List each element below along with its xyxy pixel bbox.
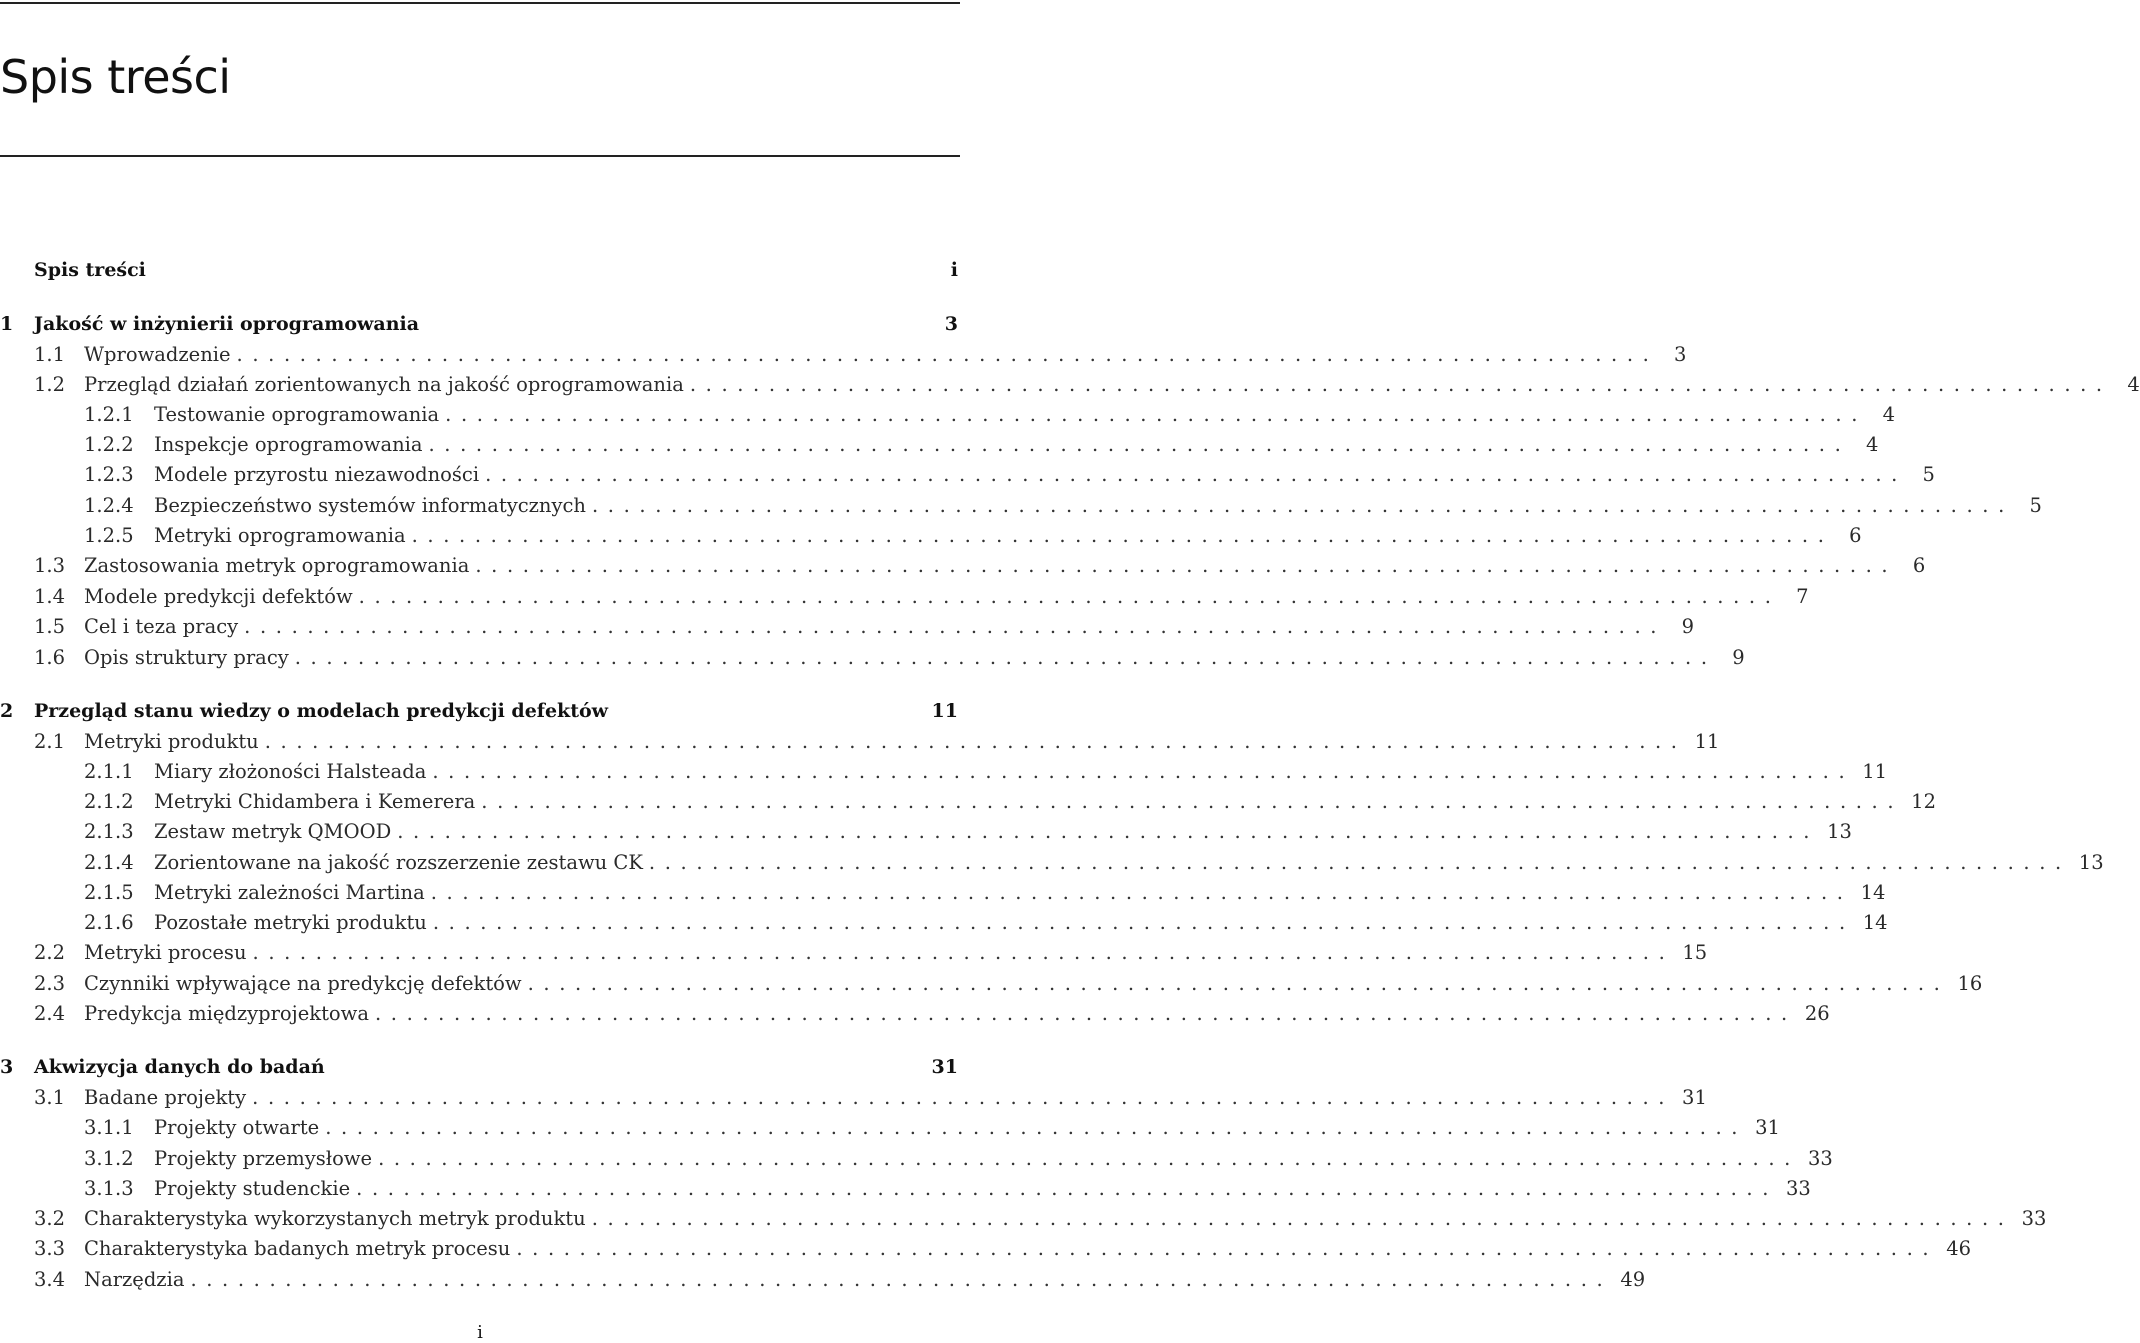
toc-entry[interactable] [0,847,2104,877]
toc-dot-leader: .......................................................................................... [252,940,1675,964]
toc-entry-title: Zestaw metryk QMOOD [154,819,392,843]
toc-entry-number: 2.2 [34,940,66,964]
toc-entry-page: 3 [1674,342,1687,366]
toc-entry-page: 31 [931,1056,958,1078]
toc-entry[interactable] [0,1082,1707,1112]
toc-entry-title: Miary złożoności Halsteada [154,759,427,783]
toc-entry-page: 9 [1732,645,1745,669]
toc-entry-number: 1.1 [34,342,66,366]
toc-entry-number: 1.2.5 [84,523,134,547]
toc-entry[interactable] [0,429,1879,459]
toc-entry-page: 31 [1755,1115,1780,1139]
toc-entry-number: 1.5 [34,614,66,638]
toc-dot-leader: .......................................................................................... [516,1236,1939,1260]
toc-entry-page: 4 [2127,372,2140,396]
toc-entry-number: 3.1.2 [84,1146,134,1170]
toc-entry[interactable] [0,1264,1646,1294]
toc-entry-number: 2 [0,700,14,722]
toc-entry-number: 2.1.2 [84,789,134,813]
toc-dot-leader: .......................................................................................... [475,553,1898,577]
toc-entry-page: 5 [1922,462,1935,486]
toc-entry[interactable] [0,786,1936,816]
toc-dot-leader: .......................................................................................... [481,789,1904,813]
toc-entry-title: Projekty studenckie [154,1176,351,1200]
toc-entry-page: 6 [1912,553,1926,577]
toc-dot-leader: .......................................................................................... [244,614,1667,638]
toc-entry[interactable] [0,998,1830,1028]
toc-dot-leader: .......................................................................................... [397,819,1820,843]
toc-entry-page: 16 [1957,971,1983,995]
toc-entry-number: 3.3 [34,1236,66,1260]
toc-entry-page: 5 [2029,493,2042,517]
toc-entry-page: 33 [1786,1176,1811,1200]
toc-entry-title: Metryki zależności Martina [154,880,425,904]
toc-entry-title: Opis struktury pracy [84,645,289,669]
toc-dot-leader: .......................................................................................... [445,402,1868,426]
toc-entry-page: 11 [1862,759,1888,783]
toc-entry[interactable] [0,642,1745,672]
toc-entry-page: 12 [1911,789,1936,813]
toc-entry[interactable] [0,255,958,285]
toc-dot-leader: .......................................................................................... [236,342,1659,366]
toc-dot-leader: .......................................................................................... [264,729,1687,753]
toc-entry[interactable] [0,369,2140,399]
toc-entry-number: 3.2 [34,1206,66,1230]
toc-entry[interactable] [0,1233,1972,1263]
toc-entry-page: 14 [1862,910,1888,934]
toc-entry-page: i [950,259,958,281]
toc-entry-page: 14 [1860,880,1886,904]
toc-entry-number: 2.1.3 [84,819,134,843]
toc-entry[interactable] [0,309,958,339]
toc-entry-page: 11 [1694,729,1720,753]
toc-entry-title: Przegląd stanu wiedzy o modelach predykcji defektów [34,700,609,722]
toc-entry-page: 26 [1804,1001,1830,1025]
toc-entry-page: 13 [2078,850,2104,874]
toc-entry-page: 6 [1849,523,1862,547]
toc-entry-title: Modele predykcji defektów [84,584,353,608]
toc-entry[interactable] [0,968,1983,998]
toc-dot-leader: .......................................................................................... [252,1085,1675,1109]
toc-entry[interactable] [0,459,1935,489]
toc-entry[interactable] [0,1173,1811,1203]
toc-dot-leader: .......................................................................................... [190,1267,1613,1291]
toc-entry[interactable] [0,490,2042,520]
toc-dot-leader: .......................................................................................... [411,523,1834,547]
toc-entry-number: 2.1.6 [84,910,134,934]
toc-entry-page: 11 [931,700,958,722]
toc-entry-title: Modele przyrostu niezawodności [154,462,480,486]
toc-entry-number: 1.2.1 [84,402,134,426]
page-footer-number: i [477,1322,483,1343]
toc-dot-leader: .......................................................................................... [430,880,1853,904]
toc-entry[interactable] [0,550,1926,580]
toc-dot-leader: .......................................................................................... [592,493,2014,517]
toc-entry[interactable] [0,1203,2047,1233]
toc-entry[interactable] [0,816,1852,846]
toc-entry-title: Metryki produktu [84,729,259,753]
toc-entry[interactable] [0,877,1886,907]
toc-dot-leader: .......................................................................................... [432,910,1855,934]
toc-entry[interactable] [0,907,1888,937]
toc-dot-leader: .......................................................................................... [689,372,2112,396]
toc-entry-number: 1.3 [34,553,66,577]
toc-entry-number: 3.4 [34,1267,66,1291]
toc-entry-number: 1.4 [34,584,66,608]
toc-entry-page: 33 [2021,1206,2047,1230]
toc-entry-number: 2.1.1 [84,759,134,783]
toc-entry-page: 31 [1682,1085,1707,1109]
toc-entry-page: 49 [1620,1267,1646,1291]
toc-entry-title: Przegląd działań zorientowanych na jakość oprogramowania [84,372,684,396]
toc-dot-leader: .......................................................................................... [648,850,2071,874]
top-rule [0,2,960,4]
toc-entry-page: 15 [1682,940,1708,964]
toc-entry-number: 2.1.5 [84,880,134,904]
page-title: Spis treści [0,50,231,104]
toc-entry-title: Testowanie oprogramowania [154,402,440,426]
toc-entry-page: 13 [1827,819,1852,843]
toc-entry-title: Zastosowania metryk oprogramowania [84,553,470,577]
toc-entry-title: Zorientowane na jakość rozszerzenie zestawu CK [154,850,643,874]
toc-entry[interactable] [0,756,1888,786]
toc-dot-leader: .......................................................................................... [374,1001,1797,1025]
toc-entry-title: Akwizycja danych do badań [34,1056,325,1078]
toc-entry-page: 9 [1681,614,1695,638]
toc-entry-title: Metryki Chidambera i Kemerera [154,789,476,813]
toc-entry-number: 1.2.3 [84,462,134,486]
toc-entry-number: 3.1.3 [84,1176,134,1200]
toc-entry[interactable] [0,611,1695,641]
toc-entry-number: 3.1 [34,1085,66,1109]
toc-entry-title: Projekty przemysłowe [154,1146,373,1170]
toc-entry[interactable] [0,399,1896,429]
toc-entry-number: 3 [0,1056,14,1078]
toc-entry-number: 1.2 [34,372,66,396]
toc-entry-title: Charakterystyka wykorzystanych metryk produktu [84,1206,586,1230]
toc-entry-number: 2.3 [34,971,66,995]
toc-entry-title: Projekty otwarte [154,1115,320,1139]
toc-entry-title: Jakość w inżynierii oprogramowania [34,313,420,335]
toc-entry-page: 33 [1807,1146,1833,1170]
toc-entry-page: 4 [1865,432,1879,456]
toc-entry[interactable] [0,520,1862,550]
toc-entry[interactable] [0,581,1809,611]
toc-dot-leader: .......................................................................................... [378,1146,1800,1170]
toc-entry-number: 1.2.2 [84,432,134,456]
toc-entry-title: Predykcja międzyprojektowa [84,1001,369,1025]
toc-entry-number: 1.2.4 [84,493,134,517]
toc-dot-leader: .......................................................................................... [527,971,1950,995]
toc-entry-number: 1 [0,313,14,335]
toc-entry-title: Pozostałe metryki produktu [154,910,427,934]
toc-entry[interactable] [0,339,1687,369]
toc-entry-number: 2.1.4 [84,850,134,874]
toc-entry-number: 3.1.1 [84,1115,134,1139]
toc-entry-title: Cel i teza pracy [84,614,239,638]
toc-entry-title: Charakterystyka badanych metryk procesu [84,1236,511,1260]
toc-entry-title: Narzędzia [84,1267,185,1291]
toc-entry[interactable] [0,726,1720,756]
toc-entry-page: 46 [1946,1236,1972,1260]
toc-entry-page: 4 [1882,402,1896,426]
toc-entry-title: Metryki procesu [84,940,247,964]
toc-entry[interactable] [0,1112,1780,1142]
toc-dot-leader: .......................................................................................... [325,1115,1748,1139]
toc-entry-title: Bezpieczeństwo systemów informatycznych [154,493,586,517]
toc-entry-number: 1.6 [34,645,66,669]
toc-dot-leader: .......................................................................................... [485,462,1907,486]
toc-dot-leader: .......................................................................................... [358,584,1781,608]
toc-entry-title: Badane projekty [84,1085,247,1109]
toc-entry[interactable] [0,1143,1833,1173]
toc-dot-leader: .......................................................................................... [432,759,1855,783]
toc-dot-leader: .......................................................................................... [428,432,1851,456]
toc-entry-page: 7 [1796,584,1809,608]
toc-entry-page: 3 [944,313,958,335]
toc-entry[interactable] [0,1052,958,1082]
toc-entry[interactable] [0,937,1708,967]
title-rule [0,155,960,157]
toc-entry[interactable] [0,696,958,726]
toc-entry-title: Spis treści [34,259,146,281]
toc-dot-leader: .......................................................................................... [356,1176,1779,1200]
toc-dot-leader: .......................................................................................... [591,1206,2014,1230]
toc-entry-number: 2.1 [34,729,66,753]
toc-entry-number: 2.4 [34,1001,66,1025]
toc-dot-leader: .......................................................................................... [294,645,1717,669]
toc-entry-title: Inspekcje oprogramowania [154,432,423,456]
toc-entry-title: Wprowadzenie [84,342,231,366]
toc-entry-title: Metryki oprogramowania [154,523,406,547]
toc-entry-title: Czynniki wpływające na predykcję defektów [84,971,522,995]
